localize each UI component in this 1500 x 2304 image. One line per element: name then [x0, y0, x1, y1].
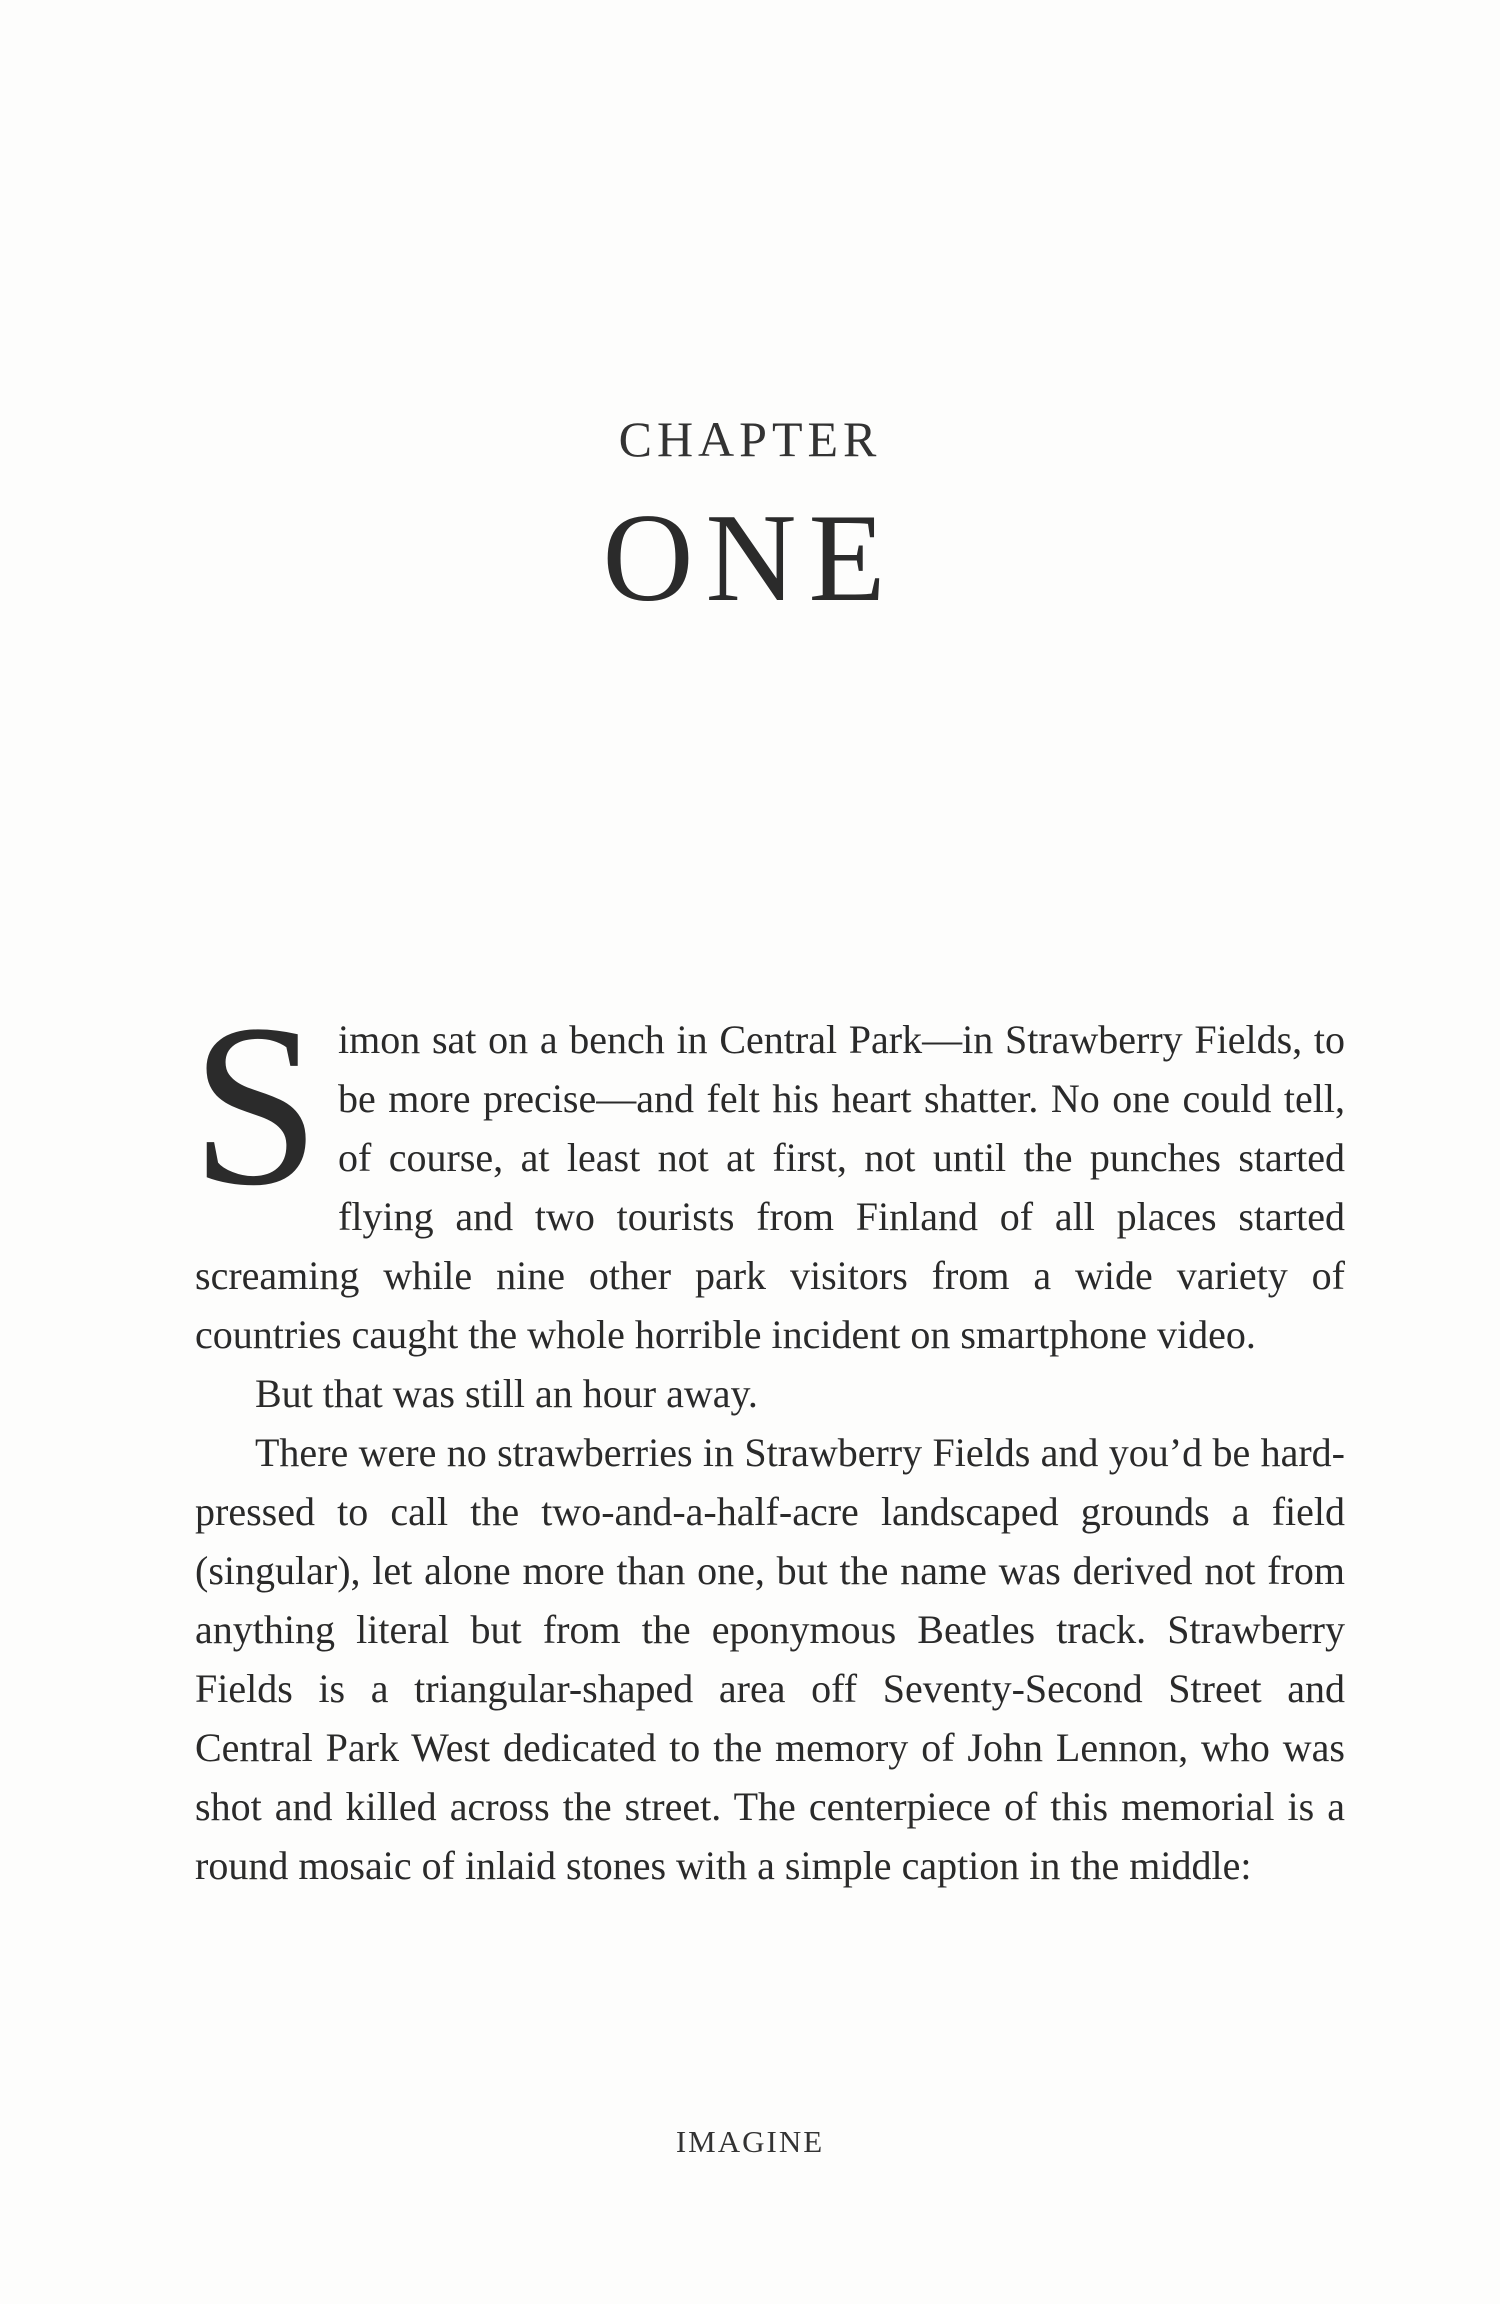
paragraph-third: There were no strawberries in Strawberry Fields and you’d be hard-pressed to call the two-and-a-half-acre landscaped grounds a field (singular), let alone more than one, but the name was derived not from anything literal but from the eponymous Beatles track. Strawberry Fields is a triangular-shaped area off Seventy-Second Street and Central Park West dedicated to the memory of John Lennon, who was shot and killed across the street. The centerpiece of this memorial is a round mosaic of inlaid stones with a simple caption in the middle: — [195, 1430, 1345, 1888]
paragraph-opening — [191, 977, 1345, 1364]
paragraph-second: But that was still an hour away. — [255, 1371, 758, 1416]
chapter-body — [191, 977, 1345, 1895]
paragraph-opening-text: imon sat on a bench in Central Park—in Strawberry Fields, to be more precise—and felt his heart shatter. No one could tell, of course, at least not at first, not until the punches started flying and two tourists from Finland of all places started screaming while nine other park visitors from a wide variety of countries caught the whole horrible incident on smartphone video. — [195, 1017, 1345, 1357]
chapter-label: CHAPTER — [618, 411, 882, 467]
chapter-number: ONE — [602, 489, 898, 628]
drop-cap: S — [191, 977, 321, 1234]
memorial-caption: IMAGINE — [675, 2124, 825, 2159]
